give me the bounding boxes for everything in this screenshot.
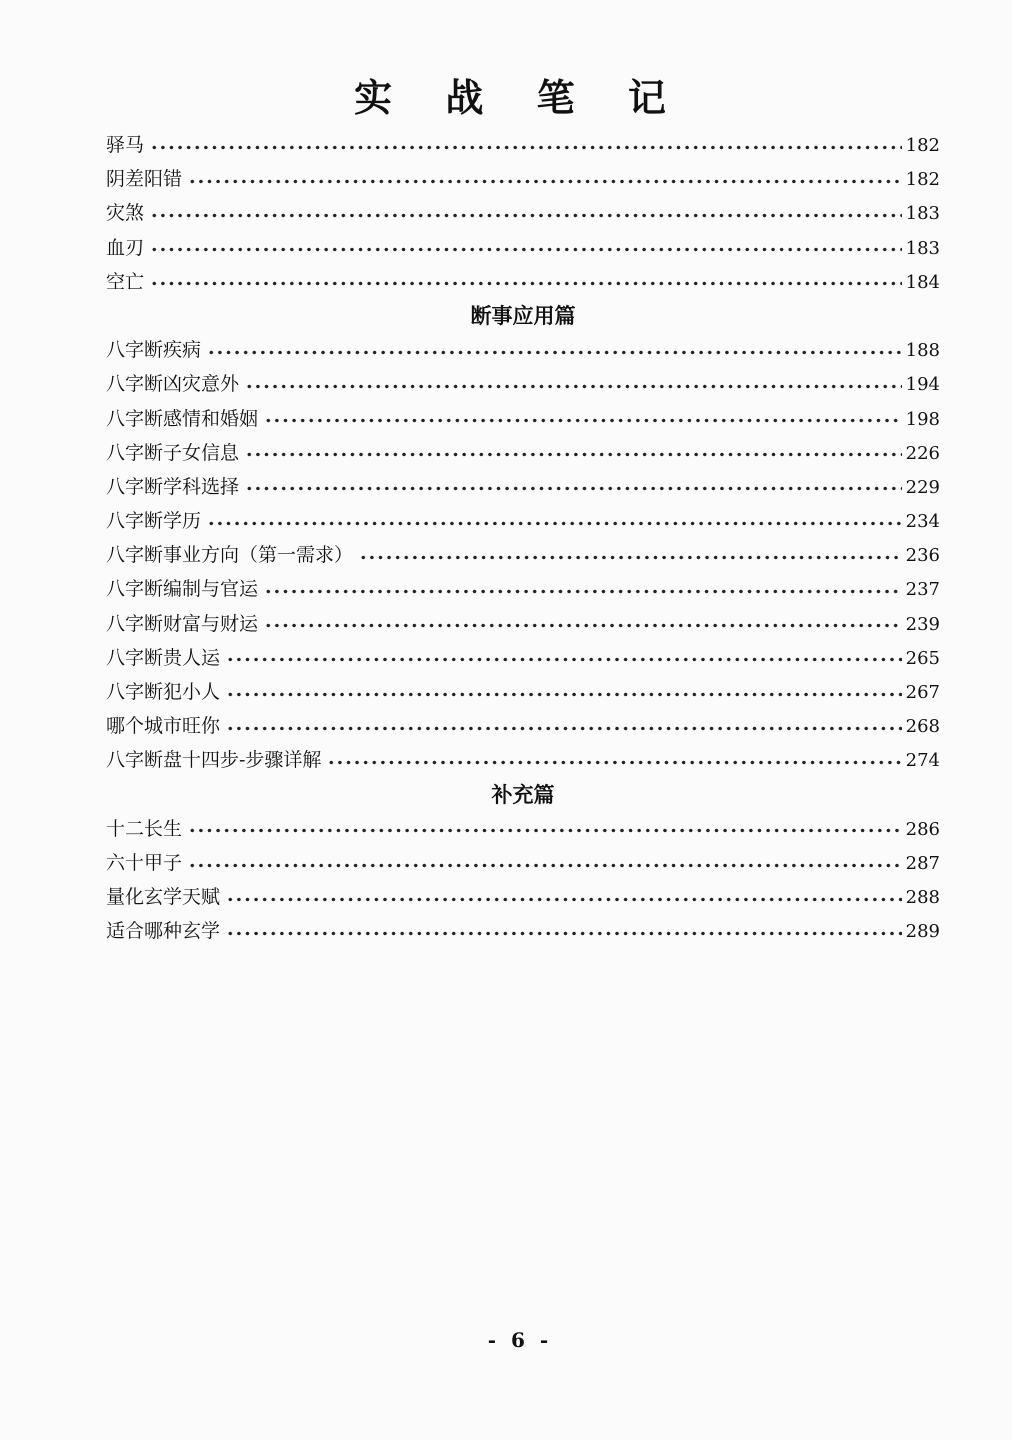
dot-leader — [150, 247, 902, 252]
toc-entry-label: 八字断学历 — [106, 510, 202, 533]
toc-entry — [106, 572, 940, 606]
dot-leader — [226, 692, 902, 697]
toc-entry-page: 234 — [905, 511, 940, 533]
toc-entry-page: 183 — [905, 237, 940, 259]
toc-entry-page: 229 — [905, 476, 940, 498]
toc-entry-label: 八字断子女信息 — [106, 441, 240, 464]
toc-entry-label: 八字断感情和婚姻 — [106, 407, 259, 430]
toc-entry-page: 188 — [905, 340, 940, 362]
toc-entry — [106, 402, 940, 436]
toc-entry-label: 血刃 — [106, 236, 145, 259]
toc-entry-label: 八字断财富与财运 — [106, 612, 259, 635]
toc-entry — [106, 914, 940, 948]
toc-entry — [106, 743, 940, 777]
toc-entry-page: 239 — [905, 613, 940, 635]
toc-entry-page: 226 — [905, 442, 940, 464]
dot-leader — [226, 657, 902, 662]
toc-entry-page: 182 — [905, 135, 940, 156]
dot-leader — [207, 521, 902, 526]
toc-entry-page: 265 — [905, 647, 940, 669]
toc-entry-page: 183 — [905, 203, 940, 225]
toc-entry — [106, 675, 940, 709]
toc-entry-label: 十二长生 — [106, 817, 183, 840]
toc-entry — [106, 846, 940, 880]
dot-leader — [264, 418, 902, 423]
dot-leader — [188, 179, 902, 184]
toc-entry-page: 267 — [905, 682, 940, 703]
toc-entry — [106, 265, 940, 299]
toc-entry — [106, 504, 940, 538]
toc-entry-label: 空亡 — [106, 270, 145, 293]
dot-leader — [226, 931, 902, 936]
toc-entry-label: 灾煞 — [106, 202, 145, 225]
dot-leader — [264, 623, 902, 628]
toc-entry-label: 量化玄学天赋 — [106, 886, 221, 909]
dot-leader — [327, 760, 901, 765]
section-heading: 断事应用篇 — [470, 302, 576, 328]
dot-leader — [245, 486, 902, 491]
dot-leader — [226, 897, 902, 902]
dot-leader — [188, 828, 902, 833]
toc-entry — [106, 128, 940, 162]
toc-entry-label: 八字断盘十四步-步骤详解 — [106, 749, 322, 772]
toc-entry — [106, 812, 940, 846]
table-of-contents — [106, 128, 940, 949]
toc-entry-label: 八字断学科选择 — [106, 475, 240, 498]
toc-entry-label: 八字断事业方向（第一需求） — [106, 544, 354, 567]
toc-entry-label: 驿马 — [106, 134, 145, 156]
toc-entry-label: 八字断贵人运 — [106, 646, 221, 669]
toc-entry — [106, 880, 940, 914]
dot-leader — [245, 384, 902, 389]
toc-entry — [106, 231, 940, 265]
page-number: - 6 - — [487, 1328, 553, 1352]
toc-entry-page: 184 — [905, 271, 940, 293]
dot-leader — [226, 726, 902, 731]
dot-leader — [150, 145, 902, 150]
toc-entry — [106, 538, 940, 572]
toc-entry-label: 阴差阳错 — [106, 168, 183, 191]
toc-entry — [106, 196, 940, 230]
toc-entry-page: 288 — [905, 887, 940, 909]
toc-entry — [106, 367, 940, 401]
dot-leader — [207, 350, 902, 355]
toc-entry-page: 198 — [905, 408, 940, 430]
toc-entry-label: 八字断编制与官运 — [106, 578, 259, 601]
toc-entry-page: 286 — [905, 818, 940, 840]
toc-entry-label: 八字断犯小人 — [106, 681, 221, 703]
dot-leader — [150, 213, 902, 218]
toc-entry — [106, 607, 940, 641]
dot-leader — [245, 452, 902, 457]
toc-entry-page: 237 — [905, 579, 940, 601]
page-title: 实 战 笔 记 — [354, 75, 686, 120]
toc-entry-label: 哪个城市旺你 — [106, 715, 221, 738]
toc-entry-label: 八字断凶灾意外 — [106, 373, 240, 396]
dot-leader — [188, 863, 902, 868]
toc-entry — [106, 333, 940, 367]
toc-entry — [106, 641, 940, 675]
dot-leader — [359, 555, 902, 560]
toc-entry — [106, 162, 940, 196]
toc-entry — [106, 470, 940, 504]
section-heading: 补充篇 — [491, 781, 555, 807]
toc-entry-page: 274 — [905, 750, 940, 772]
dot-leader — [264, 589, 902, 594]
toc-entry-label: 六十甲子 — [106, 851, 183, 874]
toc-entry — [106, 709, 940, 743]
toc-entry-page: 287 — [905, 852, 940, 874]
toc-entry — [106, 436, 940, 470]
toc-entry-label: 八字断疾病 — [106, 339, 202, 362]
toc-entry-page: 182 — [905, 169, 940, 191]
toc-entry-page: 289 — [905, 921, 940, 943]
toc-entry-page: 194 — [905, 374, 940, 396]
toc-entry-page: 236 — [905, 545, 940, 567]
dot-leader — [150, 281, 902, 286]
toc-entry-page: 268 — [905, 716, 940, 738]
toc-entry-label: 适合哪种玄学 — [106, 920, 221, 943]
